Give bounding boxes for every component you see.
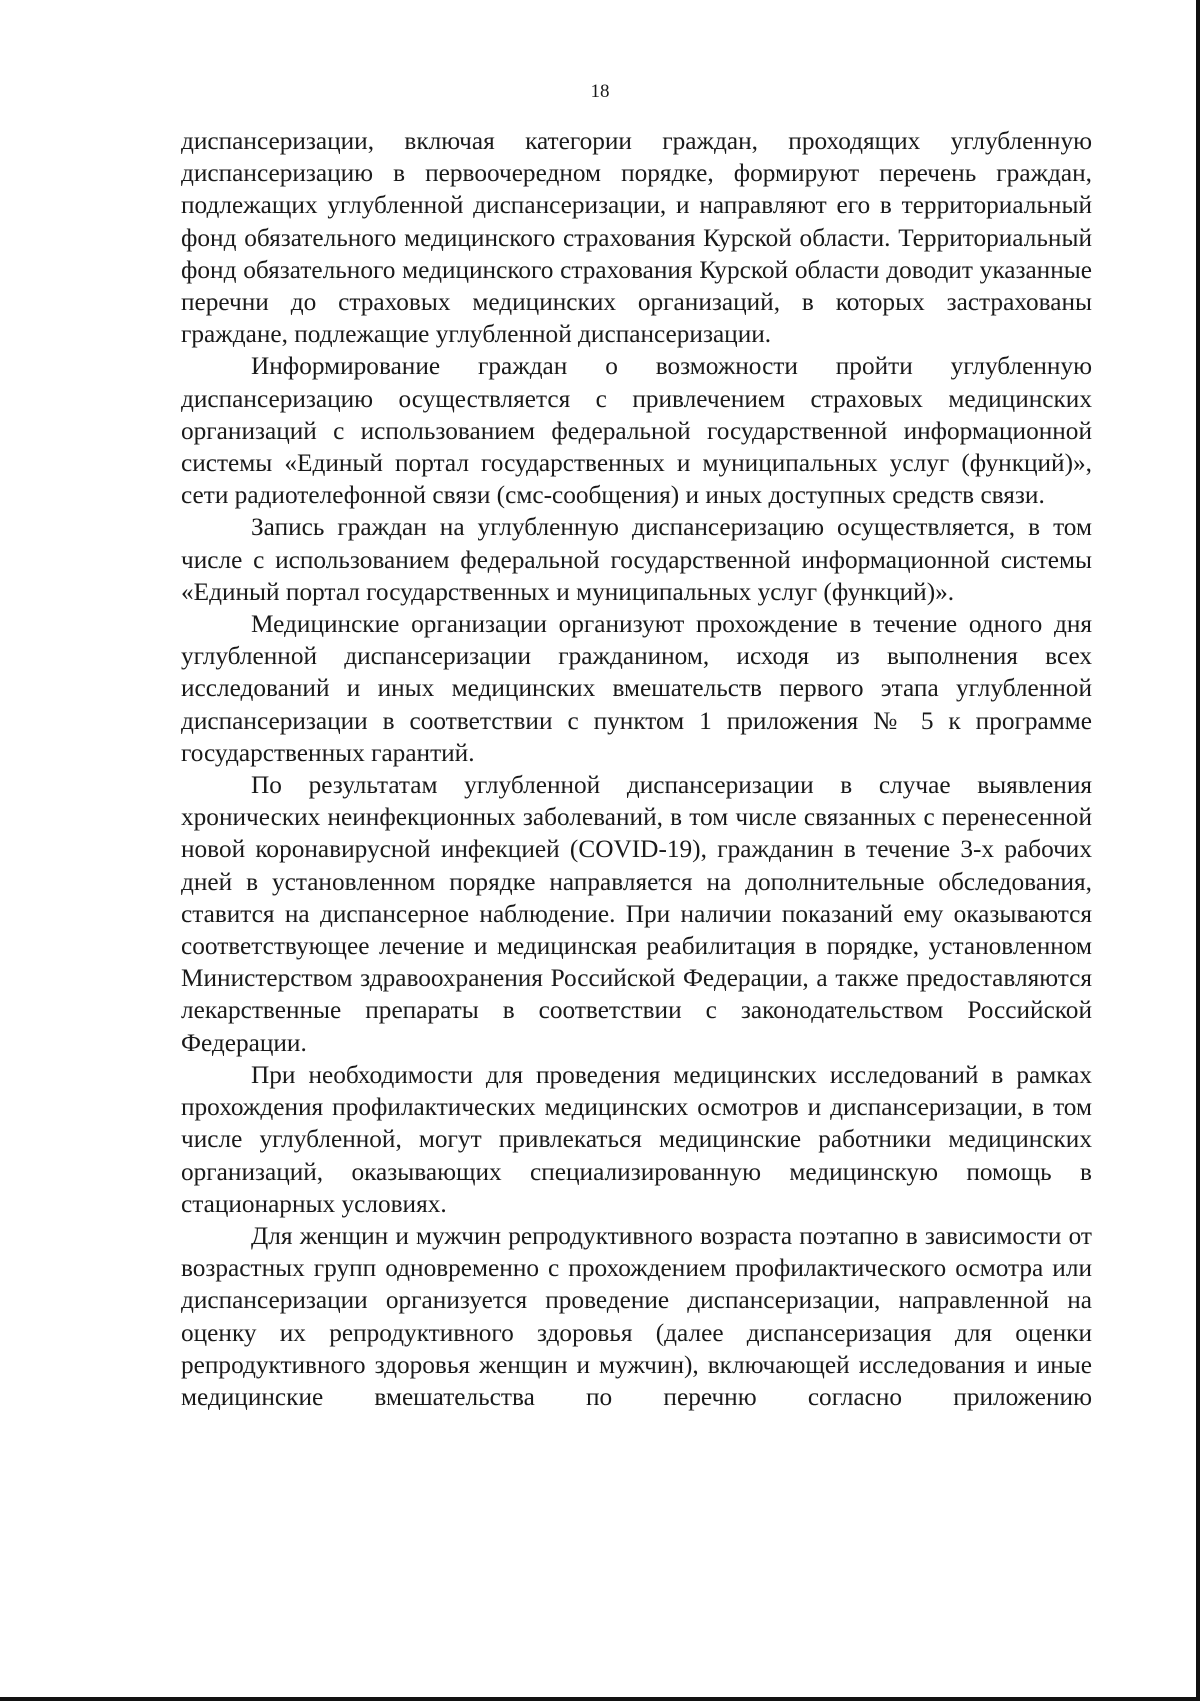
- paragraph-results: По результатам углубленной диспансеризации в случае выявления хронических неинфекционных заболеваний, в том числе связанных с перенесенной новой коронавирусной инфекцией (COVID-19), гражданин в течение 3-х рабочих дней в установленном порядке направляется на дополнительные обследования, ставится на диспансерное наблюдение. При наличии показаний ему оказываются соответствующее лечение и медицинская реабилитация в порядке, установленном Министерством здравоохранения Российской Федерации, а также предоставляются лекарственные препараты в соответствии с законодательством Российской Федерации.: [181, 771, 1092, 1057]
- paragraph-registration: Запись граждан на углубленную диспансеризацию осуществляется, в том числе с использованием федеральной государственной информационной системы «Единый портал государственных и муниципальных услуг (функций)».: [181, 513, 1092, 606]
- document-body: [181, 125, 1092, 1413]
- scan-edge-bottom: [0, 1697, 1200, 1701]
- paragraph-specialists: При необходимости для проведения медицинских исследований в рамках прохождения профилактических медицинских осмотров и диспансеризации, в том числе углубленной, могут привлекаться медицинские работники медицинских организаций, оказывающих специализированную медицинскую помощь в стационарных условиях.: [181, 1060, 1092, 1218]
- scan-edge-right: [1196, 0, 1200, 1701]
- paragraph-continuation: диспансеризации, включая категории граждан, проходящих углубленную диспансеризацию в первоочередном порядке, формируют перечень граждан, подлежащих углубленной диспансеризации, и направляют его в территориальный фонд обязательного медицинского страхования Курской области. Территориальный фонд обязательного медицинского страхования Курской области доводит указанные перечни до страховых медицинских организаций, в которых застрахованы граждане, подлежащие углубленной диспансеризации.: [181, 127, 1092, 349]
- paragraph-organization: Медицинские организации организуют прохождение в течение одного дня углубленной диспансеризации гражданином, исходя из выполнения всех исследований и иных медицинских вмешательств первого этапа углубленной диспансеризации в соответствии с пунктом 1 приложения № 5 к программе государственных гарантий.: [181, 610, 1092, 767]
- page-number: 18: [590, 81, 610, 102]
- paragraph-reproductive-health: Для женщин и мужчин репродуктивного возраста поэтапно в зависимости от возрастных групп одновременно с прохождением профилактического осмотра или диспансеризации организуется проведение диспансеризации, направленной на оценку их репродуктивного здоровья (далее диспансеризация для оценки репродуктивного здоровья женщин и мужчин), включающей исследования и иные медицинские вмешательства по перечню согласно приложению: [181, 1221, 1092, 1411]
- paragraph-informing: Информирование граждан о возможности пройти углубленную диспансеризацию осуществляется с привлечением страховых медицинских организаций с использованием федеральной государственной информационной системы «Единый портал государственных и муниципальных услуг (функций)», сети радиотелефонной связи (смс-сообщения) и иных доступных средств связи.: [181, 352, 1092, 510]
